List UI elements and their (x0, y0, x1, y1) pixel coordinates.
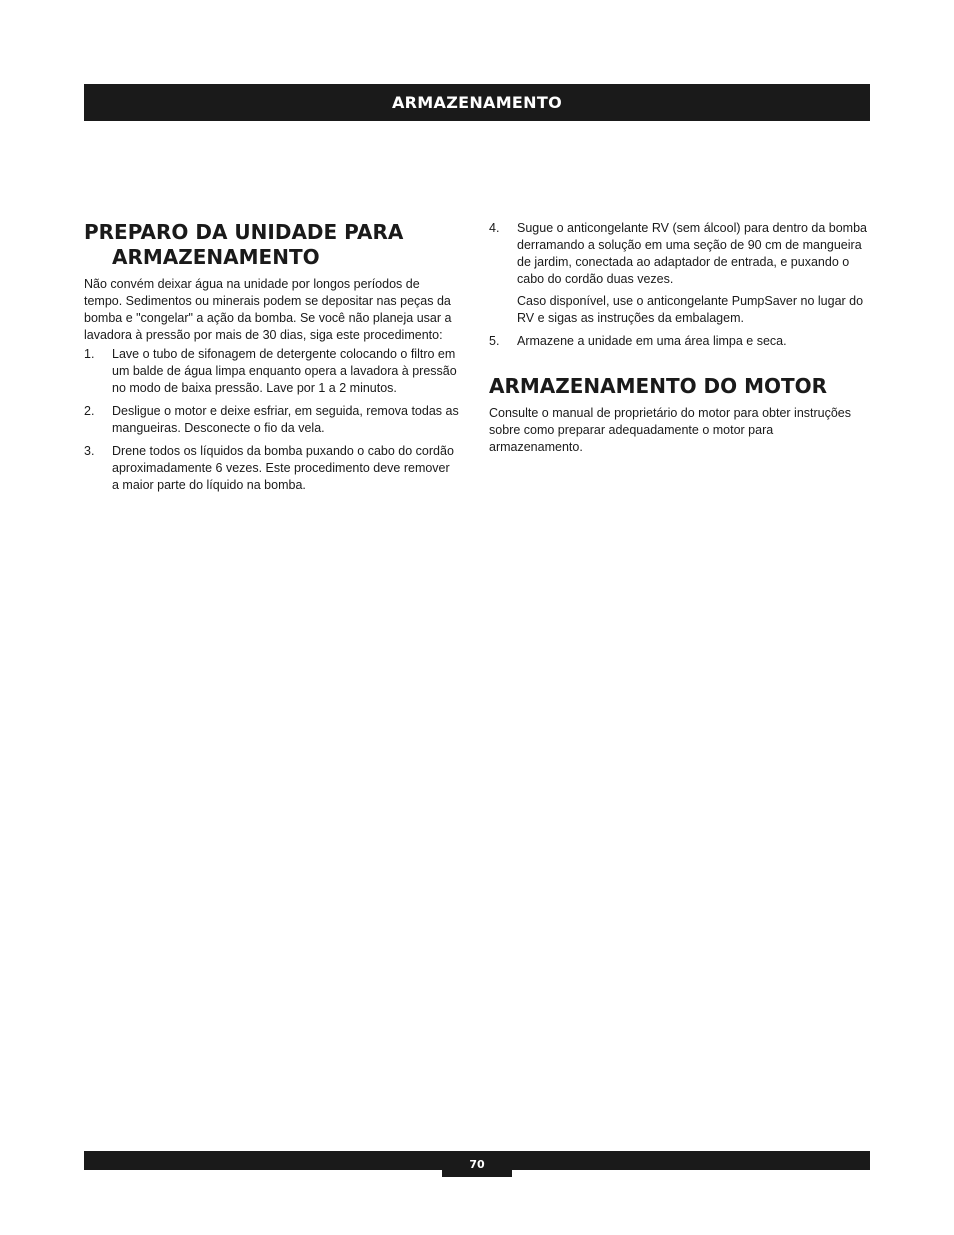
engine-storage-heading: ARMAZENAMENTO DO MOTOR (489, 374, 828, 398)
step-text: Armazene a unidade em uma área limpa e seca. (517, 334, 787, 348)
list-item (489, 333, 870, 350)
step-number: 4. (489, 221, 500, 235)
list-item (84, 346, 460, 397)
step-number: 1. (84, 347, 95, 361)
page-number: 70 (469, 1157, 485, 1171)
list-item (84, 443, 460, 494)
step-text: Drene todos os líquidos da bomba puxando o cabo do cordão aproximadamente 6 vezes. Este procedimento deve remover a maior parte do líquido na bomba. (112, 444, 454, 492)
step-note: Caso disponível, use o anticongelante PumpSaver no lugar do RV e sigas as instruções da embalagem. (517, 294, 864, 325)
procedure-list-left (84, 346, 460, 494)
section-title: ARMAZENAMENTO (392, 93, 562, 112)
intro-paragraph: Não convém deixar água na unidade por longos períodos de tempo. Sedimentos ou minerais podem se depositar nas peças da bomba e "congelar" a ação da bomba. Se você não planeja usar a lavadora à pressão por mais de 30 dias, siga este procedimento: (84, 277, 452, 342)
engine-storage-paragraph: Consulte o manual de proprietário do motor para obter instruções sobre como preparar adequadamente o motor para armazenamento. (489, 406, 852, 454)
left-column (84, 220, 460, 500)
section-header-bar (84, 84, 870, 121)
list-item (84, 403, 460, 437)
list-item (489, 220, 870, 327)
step-text: Desligue o motor e deixe esfriar, em seguida, remova todas as mangueiras. Desconecte o fio da vela. (112, 404, 459, 435)
heading-line-2: ARMAZENAMENTO (112, 245, 320, 269)
step-number: 5. (489, 334, 500, 348)
right-column (489, 220, 870, 458)
step-text: Sugue o anticongelante RV (sem álcool) para dentro da bomba derramando a solução em uma seção de 90 cm de mangueira de jardim, conectada ao adaptador de entrada, e puxando o cabo do cordão duas vezes. (517, 221, 867, 286)
procedure-list-right (489, 220, 870, 350)
storage-prep-heading (84, 220, 460, 270)
page-number-tab (442, 1151, 512, 1177)
step-number: 2. (84, 404, 95, 418)
step-text: Lave o tubo de sifonagem de detergente colocando o filtro em um balde de água limpa enquanto opera a lavadora à pressão no modo de baixa pressão. Lave por 1 a 2 minutos. (112, 347, 457, 395)
heading-line-1: PREPARO DA UNIDADE PARA (84, 220, 404, 244)
step-number: 3. (84, 444, 95, 458)
